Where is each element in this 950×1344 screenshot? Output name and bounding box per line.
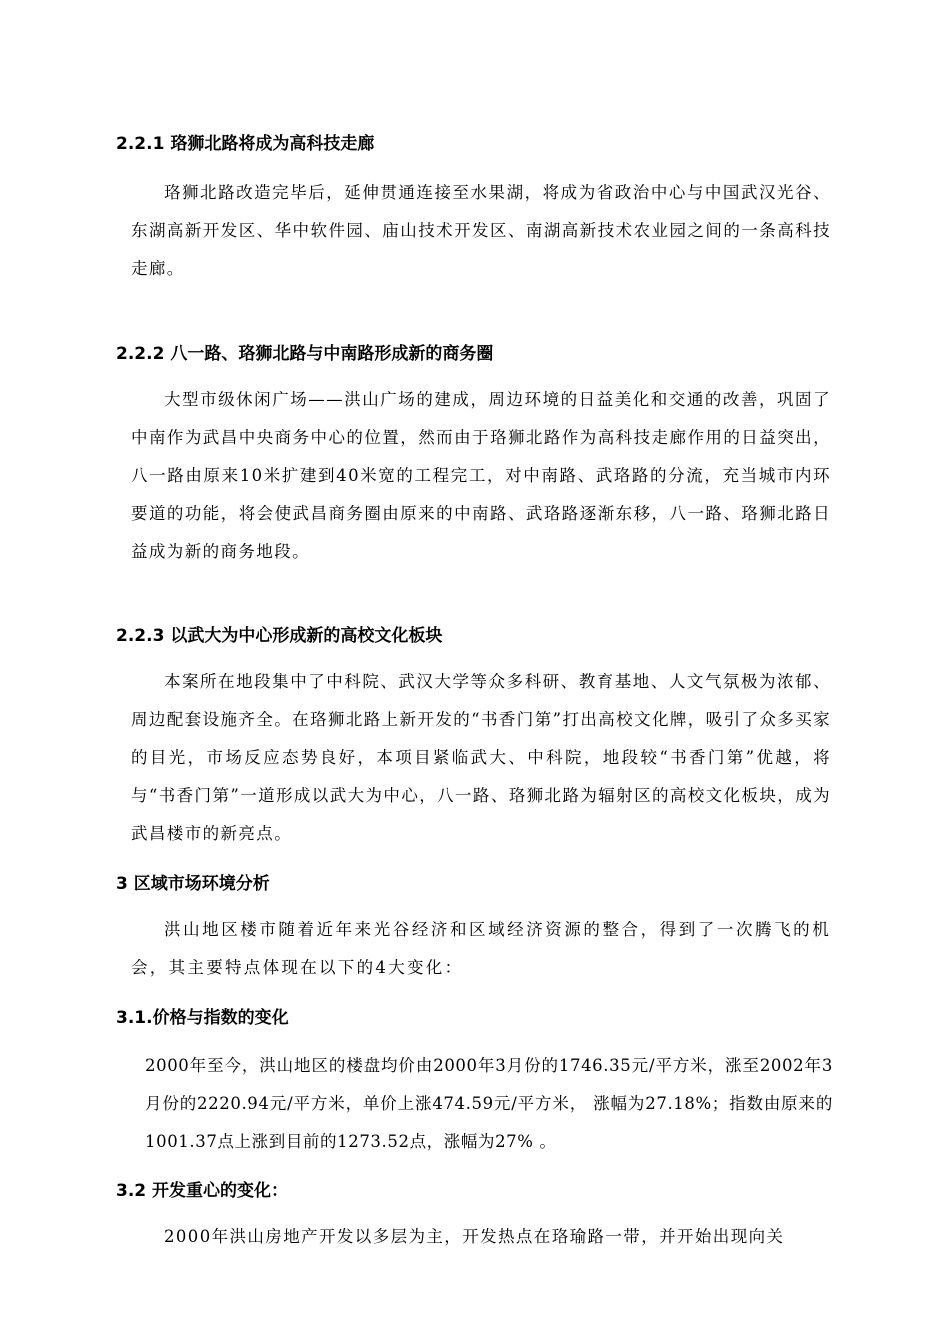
section-paragraph-2-2-1: 珞狮北路改造完毕后，延伸贯通连接至水果湖，将成为省政治中心与中国武汉光谷、东湖高新开发区、华中软件园、庙山技术开发区、南湖高新技术农业园之间的一条高科技走廊。 <box>131 183 831 278</box>
section-paragraph-3: 洪山地区楼市随着近年来光谷经济和区域经济资源的整合，得到了一次腾飞的机会，其主要特点体现在以下的4大变化： <box>131 920 831 977</box>
section-heading-2-2-1: 2.2.1 珞狮北路将成为高科技走廊 <box>116 134 375 154</box>
section-heading-3-2: 3.2 开发重心的变化： <box>116 1181 289 1201</box>
section-heading-3-1: 3.1.价格与指数的变化 <box>116 1008 289 1028</box>
section-heading-2-2-3: 2.2.3 以武大为中心形成新的高校文化板块 <box>116 626 443 646</box>
section-paragraph-3-2: 2000年洪山房地产开发以多层为主，开发热点在珞瑜路一带，并开始出现向关 <box>164 1227 785 1246</box>
section-heading-2-2-2: 2.2.2 八一路、珞狮北路与中南路形成新的商务圈 <box>116 344 494 364</box>
section-heading-3: 3 区域市场环境分析 <box>116 874 270 894</box>
section-paragraph-2-2-2: 大型市级休闲广场——洪山广场的建成，周边环境的日益美化和交通的改善，巩固了中南作为武昌中央商务中心的位置，然而由于珞狮北路作为高科技走廊作用的日益突出，八一路由原来10米扩建到40米宽的工程完工，对中南路、武珞路的分流，充当城市内环要道的功能，将会使武昌商务圈由原来的中南路、武珞路逐渐东移，八一路、珞狮北路日益成为新的商务地段。 <box>131 390 831 561</box>
section-paragraph-3-1: 2000年至今，洪山地区的楼盘均价由2000年3月份的1746.35元/平方米，涨至2002年3月份的2220.94元/平方米，单价上涨474.59元/平方米， 涨幅为27.18%；指数由原来的1001.37点上涨到目前的1273.52点，涨幅为27% 。 <box>145 1056 833 1151</box>
section-paragraph-2-2-3: 本案所在地段集中了中科院、武汉大学等众多科研、教育基地、人文气氛极为浓郁、周边配套设施齐全。在珞狮北路上新开发的“书香门第”打出高校文化牌，吸引了众多买家的目光，市场反应态势良好，本项目紧临武大、中科院，地段较“书香门第”优越，将与“书香门第”一道形成以武大为中心，八一路、珞狮北路为辐射区的高校文化板块，成为武昌楼市的新亮点。 <box>131 672 831 843</box>
